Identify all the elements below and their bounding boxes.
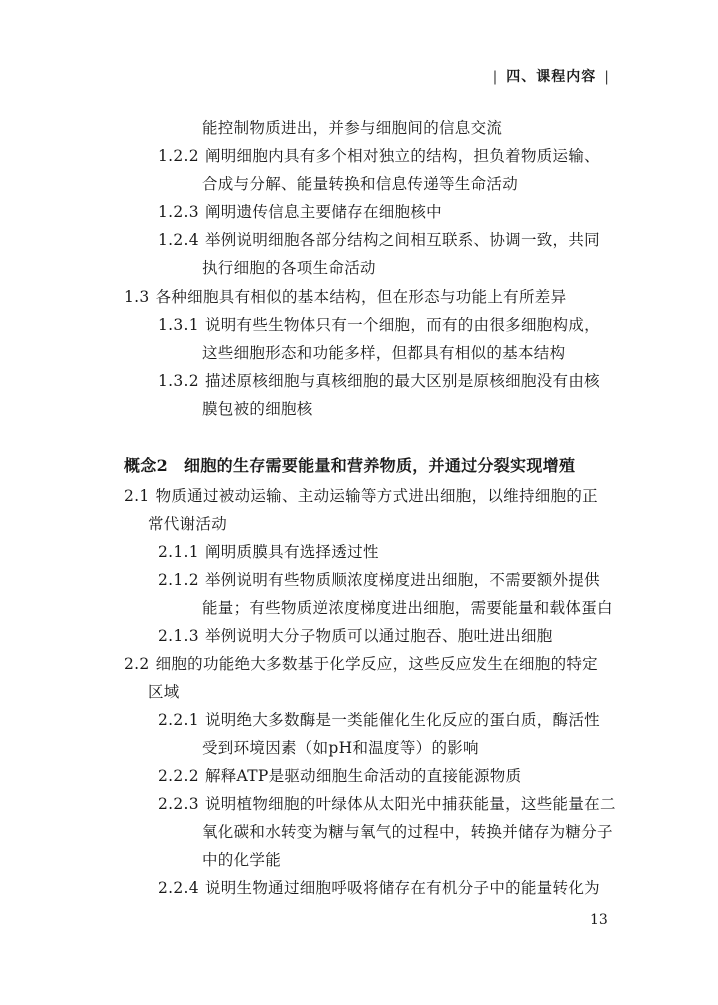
concept-label: 概念2 [124,456,169,475]
item-text: 阐明遗传信息主要储存在细胞核中 [204,203,442,221]
item-1-3-2 [158,370,600,392]
item-text: 说明生物通过细胞呼吸将储存在有机分子中的能量转化为 [204,879,600,897]
concept-text: 细胞的生存需要能量和营养物质，并通过分裂实现增殖 [184,456,576,475]
item-number: 2.1.3 [158,627,199,645]
text-line: 中的化学能 [202,851,282,869]
item-text: 解释ATP是驱动细胞生命活动的直接能源物质 [204,767,522,785]
item-number: 1.3 [124,288,150,306]
item-2-1 [124,485,598,507]
item-number: 2.1 [124,487,150,505]
item-1-2-4 [158,229,600,251]
concept-2-heading [124,455,575,477]
text-line: 这些细胞形态和功能多样，但都具有相似的基本结构 [202,344,566,362]
text-line: 氧化碳和水转变为糖与氧气的过程中，转换并储存为糖分子 [202,823,613,841]
item-2-1-1 [158,541,379,563]
page-number: 13 [590,912,608,928]
text-line: 能量；有些物质逆浓度梯度进出细胞，需要能量和载体蛋白 [202,599,613,617]
running-header [485,66,618,86]
item-text: 举例说明有些物质顺浓度梯度进出细胞，不需要额外提供 [204,571,600,589]
text-line: 区域 [148,683,180,701]
item-number: 2.2.1 [158,711,199,729]
item-text: 细胞的功能绝大多数基于化学反应，这些反应发生在细胞的特定 [155,655,598,673]
header-divider-left: | [492,69,499,85]
item-2-2-3 [158,793,616,815]
item-number: 1.2.3 [158,203,199,221]
item-text: 举例说明细胞各部分结构之间相互联系、协调一致，共同 [204,231,600,249]
item-2-1-3 [158,625,553,647]
item-1-3-1 [158,314,600,336]
item-text: 物质通过被动运输、主动运输等方式进出细胞，以维持细胞的正 [155,487,598,505]
item-text: 阐明细胞内具有多个相对独立的结构，担负着物质运输、 [204,147,600,165]
text-line: 合成与分解、能量转换和信息传递等生命活动 [202,175,519,193]
item-text: 说明绝大多数酶是一类能催化生化反应的蛋白质，酶活性 [204,711,600,729]
item-1-2-3 [158,201,442,223]
item-text: 各种细胞具有相似的基本结构，但在形态与功能上有所差异 [155,288,567,306]
item-2-1-2 [158,569,600,591]
item-number: 2.2 [124,655,150,673]
item-2-2-2 [158,765,521,787]
item-1-3 [124,286,566,308]
item-text: 描述原核细胞与真核细胞的最大区别是原核细胞没有由核 [204,372,600,390]
item-text: 举例说明大分子物质可以通过胞吞、胞吐进出细胞 [204,627,553,645]
item-text: 阐明质膜具有选择透过性 [204,543,379,561]
item-number: 2.2.3 [158,795,199,813]
item-number: 2.2.4 [158,879,199,897]
item-text: 说明有些生物体只有一个细胞，而有的由很多细胞构成， [204,316,600,334]
item-number: 2.1.1 [158,543,199,561]
item-2-2 [124,653,598,675]
item-number: 1.3.2 [158,372,199,390]
item-number: 2.2.2 [158,767,199,785]
item-2-2-4 [158,877,600,899]
item-number: 1.2.4 [158,231,199,249]
text-line: 受到环境因素（如pH和温度等）的影响 [202,739,479,757]
item-number: 1.3.1 [158,316,199,334]
header-title: 四、课程内容 [506,69,597,85]
item-number: 1.2.2 [158,147,199,165]
item-text: 说明植物细胞的叶绿体从太阳光中捕获能量，这些能量在二 [204,795,616,813]
text-line: 膜包被的细胞核 [202,400,313,418]
text-line: 执行细胞的各项生命活动 [202,259,376,277]
item-number: 2.1.2 [158,571,199,589]
text-line: 常代谢活动 [148,515,228,533]
item-2-2-1 [158,709,600,731]
header-divider-right: | [604,69,610,85]
text-line: 能控制物质进出，并参与细胞间的信息交流 [202,119,503,137]
item-1-2-2 [158,145,600,167]
